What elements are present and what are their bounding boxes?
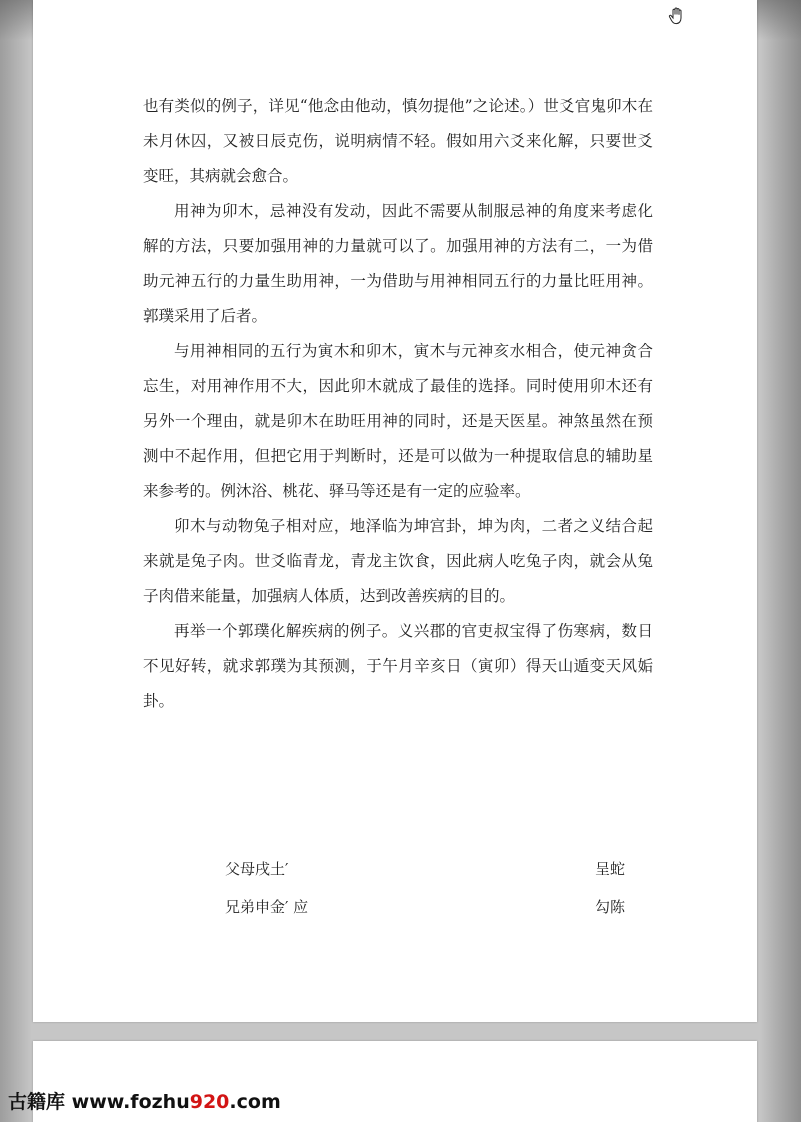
hexagram-line-label: 兄弟申金′ 应 <box>225 898 309 916</box>
hexagram-line-label: 父母戌土′ <box>225 860 289 878</box>
hexagram-chart <box>225 850 625 926</box>
paragraph: 也有类似的例子，详见“他念由他动，慎勿提他”之论述。）世爻官鬼卯木在未月休囚，又被日辰克伤，说明病情不轻。假如用六爻来化解，只要世爻变旺，其病就会愈合。 <box>143 97 653 185</box>
hexagram-line-spirit: 呈蛇 <box>594 860 625 878</box>
page-body-text <box>143 89 653 719</box>
paragraph: 与用神相同的五行为寅木和卯木，寅木与元神亥水相合，使元神贪合忘生，对用神作用不大，因此卯木就成了最佳的选择。同时使用卯木还有另外一个理由，就是卯木在助旺用神的同时，还是天医星。神煞虽然在预测中不起作用，但把它用于判断时，还是可以做为一种提取信息的辅助星来参考的。例沐浴、桃花、驿马等还是有一定的应验率。 <box>143 342 653 500</box>
site-watermark <box>8 1090 281 1114</box>
document-page[interactable] <box>33 0 757 1022</box>
watermark-url: www.fozhu920.com <box>71 1091 281 1113</box>
paragraph: 再举一个郭璞化解疾病的例子。义兴郡的官吏叔宝得了伤寒病，数日不见好转，就求郭璞为其预测，于午月辛亥日（寅卯）得天山遁变天风姤卦。 <box>143 622 653 710</box>
hexagram-line-spirit: 勾陈 <box>594 898 625 916</box>
hexagram-line <box>225 888 625 926</box>
paragraph: 卯木与动物兔子相对应，地泽临为坤宫卦，坤为肉，二者之义结合起来就是兔子肉。世爻临青龙，青龙主饮食，因此病人吃兔子肉，就会从兔子肉借来能量，加强病人体质，达到改善疾病的目的。 <box>143 517 653 605</box>
watermark-site-name: 古籍库 <box>8 1091 66 1113</box>
hexagram-line <box>225 850 625 888</box>
hand-cursor-icon <box>668 7 684 25</box>
paragraph: 用神为卯木，忌神没有发动，因此不需要从制服忌神的角度来考虑化解的方法，只要加强用神的力量就可以了。加强用神的方法有二，一为借助元神五行的力量生助用神，一为借助与用神相同五行的力量比旺用神。郭璞采用了后者。 <box>143 202 653 325</box>
